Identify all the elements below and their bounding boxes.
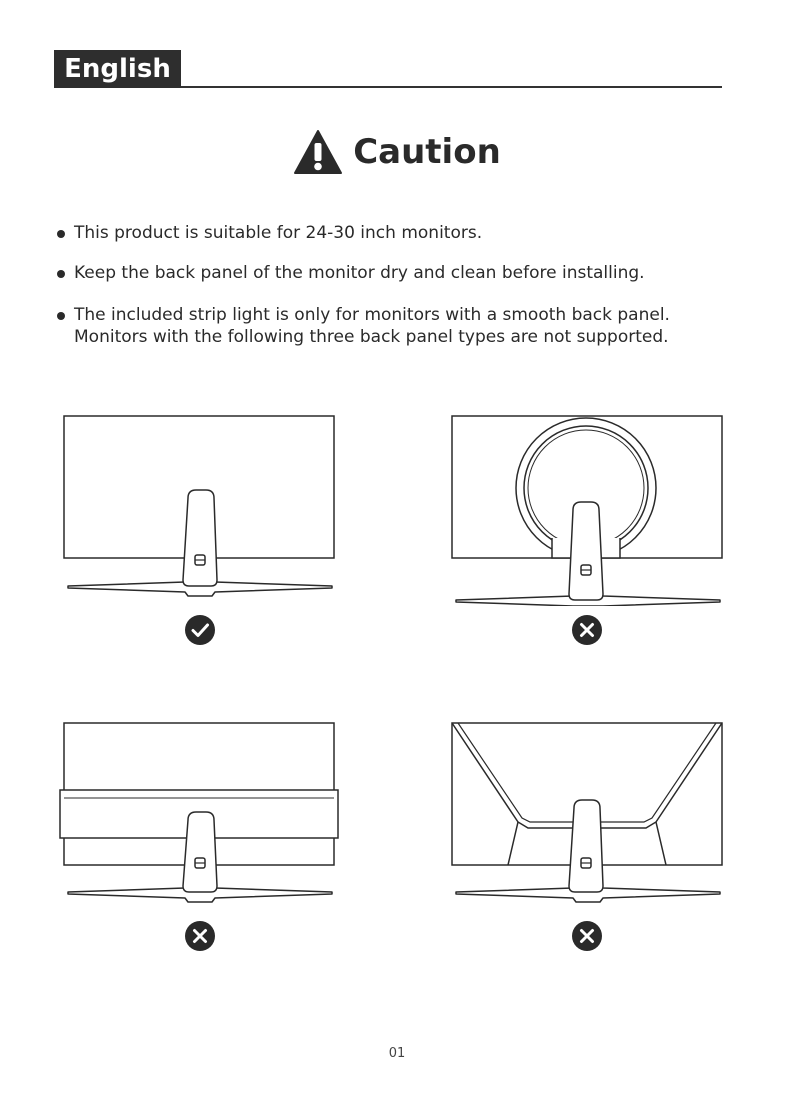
list-item: Keep the back panel of the monitor dry and clean before installing.	[54, 262, 734, 284]
raised-band-back-panel-figure	[58, 718, 342, 912]
angled-back-panel-figure	[448, 718, 728, 912]
list-item	[54, 304, 734, 348]
round-back-panel-figure	[448, 412, 728, 606]
page-number: 01	[388, 1046, 406, 1061]
caution-list	[54, 222, 734, 348]
warning-triangle-icon	[293, 129, 343, 175]
x-circle-icon	[571, 614, 603, 646]
language-badge: English	[54, 50, 181, 88]
header-rule	[181, 86, 722, 88]
caution-title: Caution	[353, 132, 501, 172]
x-circle-icon	[184, 920, 216, 952]
list-item: This product is suitable for 24-30 inch monitors.	[54, 222, 734, 244]
list-item-line: Monitors with the following three back panel types are not supported.	[74, 327, 669, 347]
smooth-back-panel-figure	[60, 412, 340, 606]
check-circle-icon	[184, 614, 216, 646]
list-item-line: The included strip light is only for monitors with a smooth back panel.	[74, 305, 670, 325]
caution-heading	[0, 124, 794, 180]
x-circle-icon	[571, 920, 603, 952]
